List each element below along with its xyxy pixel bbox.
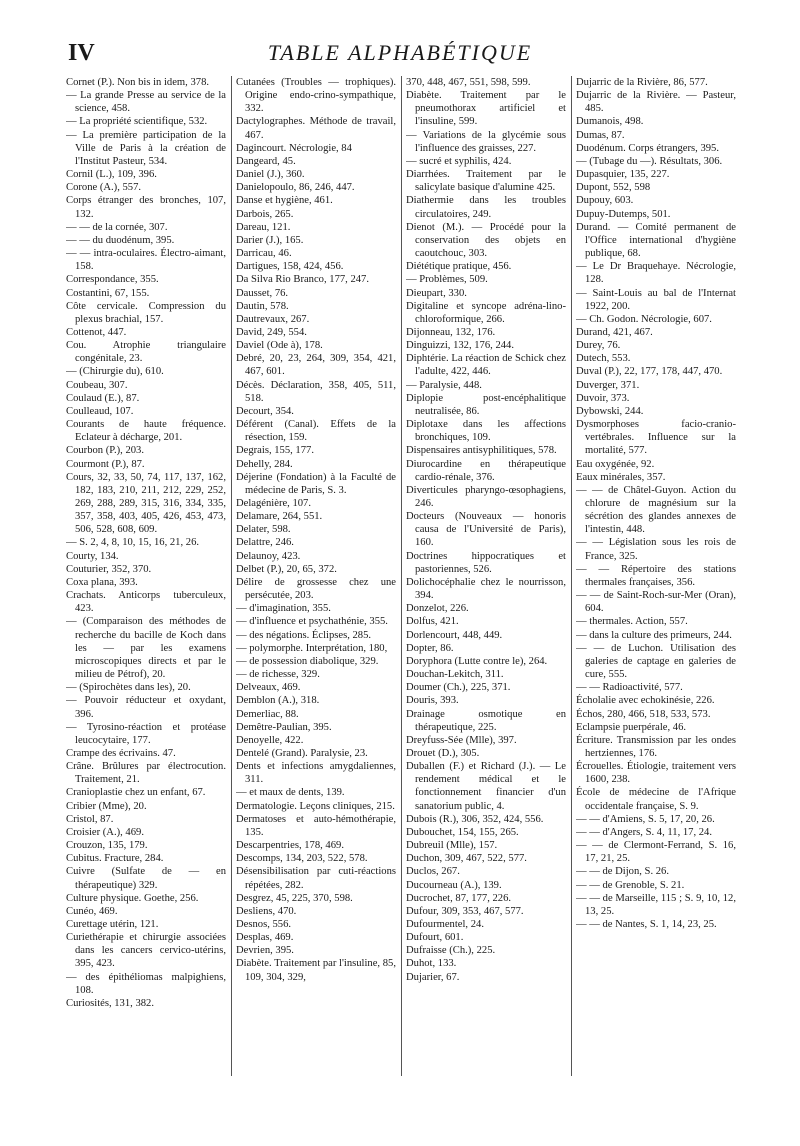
index-entry: — — Radioactivité, 577. [576,682,683,694]
column-divider [231,76,232,1076]
index-entry: — — d'Amiens, S. 5, 17, 20, 26. [576,813,715,825]
index-entry: Doctrines hippocratiques et pastoriennes, 526. [406,550,566,575]
column-divider [401,76,402,1076]
index-entry: Dienot (M.). — Procédé pour la conservation des objets en caoutchouc, 303. [406,221,566,260]
index-entry: Eaux minérales, 357. [576,471,666,483]
index-entry: Drainage osmotique en thérapeutique, 225. [406,708,566,733]
index-entry: Donzelot, 226. [406,603,469,615]
index-column-3 [406,76,566,1126]
index-entry: Délire de grossesse chez une persécutée, 203. [236,576,396,602]
index-entry: Diplopie post-encéphalitique neutralisée, 86. [406,392,566,417]
index-entry: Diabète. Traitement par l'insuline, 85, 109, 304, 329, [236,958,396,983]
index-entry: École de médecine de l'Afrique occidentale française, S. 9. [576,787,736,812]
index-entry: Cubitus. Fracture, 284. [66,853,164,865]
index-entry: — de richesse, 329. [236,669,320,681]
index-entry: Dupuy-Dutemps, 501. [576,208,671,220]
index-entry: — S. 2, 4, 8, 10, 15, 16, 21, 26. [66,537,200,549]
index-entry: — — du duodénum, 395. [66,234,175,246]
index-entry: Demblon (A.), 318. [236,695,320,707]
index-entry: Dreyfuss-Sée (Mlle), 397. [406,734,517,746]
index-entry: Corone (A.), 557. [66,182,142,194]
index-entry: Daviel (Ode à), 178. [236,340,323,352]
index-entry: Digitaline et syncope adréna-lino-chloroformique, 266. [406,300,566,325]
index-entry: Dermatoses et auto-hémothérapie, 135. [236,813,396,838]
page-header [68,40,732,72]
index-entry: Cornet (P.). Non bis in idem, 378. [66,77,210,88]
index-entry: Dufraisse (Ch.), 225. [406,945,496,957]
index-entry: Échos, 280, 466, 518, 533, 573. [576,708,711,720]
index-entry: Dentelé (Grand). Paralysie, 23. [236,747,368,759]
index-entry: Dujarric de la Rivière, 86, 577. [576,77,708,88]
index-entry: Dijonneau, 132, 176. [406,326,496,338]
index-entry: Dehelly, 284. [236,458,293,470]
index-entry: Dubreuil (Mlle), 157. [406,840,498,852]
index-entry: Cours, 32, 33, 50, 74, 117, 137, 162, 182, 183, 210, 211, 212, 229, 252, 269, 288, 289, 315, 316, 334, 335, 357, 358, 403, 405, 426, 453, 473, 506, 528, 608, 609. [66,471,226,536]
index-entry: Crâne. Brûlures par électrocution. Traitement, 21. [66,761,226,786]
index-entry: Courbon (P.), 203. [66,445,144,457]
index-entry: Danielopoulo, 86, 246, 447. [236,182,355,194]
index-entry: — de possession diabolique, 329. [236,655,379,667]
index-entry: — — Législation sous les rois de France, 325. [576,537,736,562]
index-entry: Déjerine (Fondation) à la Faculté de médecine de Paris, S. 3. [236,471,396,496]
index-entry: — — de Grenoble, S. 21. [576,879,685,891]
index-entry: Dubois (R.), 306, 352, 424, 556. [406,813,544,825]
index-entry: Dufour, 309, 353, 467, 577. [406,905,524,917]
page-title: TABLE ALPHABÉTIQUE [267,40,533,65]
index-entry: Delbet (P.), 20, 65, 372. [236,563,337,575]
index-entry: Duval (P.), 22, 177, 178, 447, 470. [576,366,723,378]
index-entry: Dumas, 87. [576,129,625,141]
index-entry: Croisier (A.), 469. [66,826,144,838]
index-entry: — (Tubage du —). Résultats, 306. [576,155,723,167]
index-entry: Dujarier, 67. [406,971,460,983]
index-entry: Dispensaires antisyphilitiques, 578. [406,445,557,457]
index-entry: Coxa plana, 393. [66,576,138,588]
index-entry: Écrouelles. Étiologie, traitement vers 1600, 238. [576,761,736,786]
index-entry: Duballen (F.) et Richard (J.). — Le rendement médical et le fonctionnement financier d'un sanatorium public, 4. [406,761,566,812]
index-entry: Dinguizzi, 132, 176, 244. [406,340,514,352]
index-entry: Dolichocéphalie chez le nourrisson, 394. [406,576,566,602]
index-entry: — — de Saint-Roch-sur-Mer (Oran), 604. [576,590,736,615]
index-entry: Duchon, 309, 467, 522, 577. [406,853,527,865]
index-entry: Crachats. Anticorps tuberculeux, 423. [66,590,226,615]
index-entry: Duverger, 371. [576,379,640,391]
index-entry: Dieupart, 330. [406,287,467,299]
index-entry: Demerliac, 88. [236,708,299,720]
index-entry: Eclampsie puerpérale, 46. [576,721,687,733]
index-entry: Courants de haute fréquence. Eclateur à décharge, 201. [66,419,226,444]
index-entry: Dermatologie. Leçons cliniques, 215. [236,800,395,812]
index-entry: Diététique pratique, 456. [406,261,512,273]
index-entry: Cristol, 87. [66,813,114,825]
index-entry: Dujarric de la Rivière. — Pasteur, 485. [576,90,736,115]
index-entry: Déférent (Canal). Effets de la résection, 159. [236,419,396,444]
index-entry: — — de Nantes, S. 1, 14, 23, 25. [576,919,717,930]
index-entry: Delveaux, 469. [236,682,301,694]
index-entry: Demêtre-Paulian, 395. [236,721,332,733]
index-entry: Duvoir, 373. [576,392,630,404]
index-entry: — — de Marseille, 115 ; S. 9, 10, 12, 13, 25. [576,892,736,917]
index-entry: — — de Châtel-Guyon. Action du chlorure de magnésium sur la sécrétion des glandes annexes de l'intestin, 448. [576,484,736,536]
index-entry: — La grande Presse au service de la science, 458. [66,90,226,115]
index-entry: Desnos, 556. [236,919,292,930]
index-entry: Drouet (D.), 305. [406,747,480,759]
index-entry: Delater, 598. [236,524,291,536]
index-entry: Dangeard, 45. [236,155,296,167]
index-entry: — Problèmes, 509. [406,274,488,286]
index-entry: Dysmorphoses facio-cranio-vertébrales. Influence sur la mortalité, 577. [576,419,736,457]
index-entry: Ducourneau (A.), 139. [406,879,502,891]
index-entry: Coubeau, 307. [66,379,128,391]
index-entry: Dorlencourt, 448, 449. [406,629,503,641]
index-entry: Couturier, 352, 370. [66,563,152,575]
index-entry: — Variations de la glycémie sous l'influence des graisses, 227. [406,129,566,154]
index-entry: Costantini, 67, 155. [66,287,150,299]
index-entry: Douchan-Lekitch, 311. [406,669,504,681]
index-entry: Cutanées (Troubles — trophiques). Origine endo-crino-sympathique, 332. [236,77,396,115]
index-entry: Decourt, 354. [236,405,294,417]
index-entry: — — Répertoire des stations thermales françaises, 356. [576,563,736,588]
index-entry: Correspondance, 355. [66,274,159,286]
index-entry: Douris, 393. [406,695,459,707]
index-entry: Da Silva Rio Branco, 177, 247. [236,274,369,286]
index-entry: Duhot, 133. [406,958,457,970]
index-entry: Côte cervicale. Compression du plexus brachial, 157. [66,300,226,325]
index-entry: Delamare, 264, 551. [236,511,323,523]
index-entry: — et maux de dents, 139. [236,787,345,799]
index-entry: Dubouchet, 154, 155, 265. [406,826,519,838]
index-entry: Dactylographes. Méthode de travail, 467. [236,116,396,141]
index-entry: Diphtérie. La réaction de Schick chez l'adulte, 422, 446. [406,353,566,378]
index-entry: Cribier (Mme), 20. [66,800,147,812]
index-entry: Dutech, 553. [576,353,631,365]
index-entry: Dolfus, 421. [406,616,459,628]
index-entry: Descomps, 134, 203, 522, 578. [236,853,368,865]
index-entry: — (Comparaison des méthodes de recherche du bacille de Koch dans les — par les examens microscopiques directs et par le milieu de Pétrof), 20. [66,616,226,681]
index-column-4 [576,76,736,1126]
index-entry: Dautin, 578. [236,300,289,312]
index-entry: Culture physique. Goethe, 256. [66,892,199,904]
index-entry: Dupouy, 603. [576,195,634,207]
index-entry: Dausset, 76. [236,287,289,299]
index-entry: Diurocardine en thérapeutique cardio-rénale, 376. [406,458,566,483]
index-entry: 370, 448, 467, 551, 598, 599. [406,77,531,88]
index-entry: David, 249, 554. [236,326,307,338]
index-entry: Cornil (L.), 109, 396. [66,169,157,181]
index-entry: Dufourt, 601. [406,932,464,944]
index-entry: Diplotaxe dans les affections bronchiques, 109. [406,419,566,444]
index-entry: Diabète. Traitement par le pneumothorax artificiel et l'insuline, 599. [406,90,566,128]
index-entry: — La première participation de la Ville de Paris à la création de l'Institut Pasteur, 534. [66,129,226,167]
index-entry: Dupasquier, 135, 227. [576,169,670,181]
index-entry: Darbois, 265. [236,208,294,220]
index-entry: Courty, 134. [66,550,119,562]
index-entry: — des négations. Éclipses, 285. [236,629,372,641]
index-entry: Durand, 421, 467. [576,326,653,338]
index-entry: Desgrez, 45, 225, 370, 598. [236,892,353,904]
index-entry: Cottenot, 447. [66,326,127,338]
index-entry: — Ch. Godon. Nécrologie, 607. [576,313,712,325]
index-entry: Écriture. Transmission par les ondes hertziennes, 176. [576,734,736,759]
index-entry: Delattre, 246. [236,537,294,549]
index-entry: Denoyelle, 422. [236,734,304,746]
index-entry: Dufourmentel, 24. [406,919,484,930]
index-entry: — d'influence et psychathénie, 355. [236,616,388,628]
index-entry: Coulleaud, 107. [66,405,134,417]
index-entry: Durey, 76. [576,340,621,352]
index-entry: — — de la cornée, 307. [66,221,168,233]
index-entry: Curiethérapie et chirurgie associées dans les cancers cervico-utérins, 395, 423. [66,932,226,970]
index-entry: Cou. Atrophie triangulaire congénitale, 23. [66,340,226,365]
index-entry: Dupont, 552, 598 [576,182,651,194]
index-entry: Durand. — Comité permanent de l'Office international d'hygiène publique, 68. [576,221,736,260]
index-entry: Docteurs (Nouveaux — honoris causa de l'Université de Paris), 160. [406,511,566,549]
index-entry: Dartigues, 158, 424, 456. [236,261,344,273]
index-entry: Dumanois, 498. [576,116,644,128]
index-entry: Desliens, 470. [236,905,297,917]
index-entry: — d'imagination, 355. [236,603,331,615]
index-entry: Desplas, 469. [236,932,294,944]
index-entry: Dautrevaux, 267. [236,313,310,325]
index-entry: Eau oxygénée, 92. [576,458,655,470]
index-entry: Danse et hygiène, 461. [236,195,333,207]
index-entry: — des épithéliomas malpighiens, 108. [66,971,226,996]
index-entry: — dans la culture des primeurs, 244. [576,629,732,641]
index-entry: Décès. Déclaration, 358, 405, 511, 518. [236,379,396,404]
index-column-1 [66,76,226,1126]
index-entry: — Le Dr Braquehaye. Nécrologie, 128. [576,261,736,286]
index-entry: Cranioplastie chez un enfant, 67. [66,787,206,799]
index-entry: — — de Dijon, S. 26. [576,866,669,878]
index-entry: Dopter, 86. [406,642,454,654]
index-entry: — — d'Angers, S. 4, 11, 17, 24. [576,826,712,838]
index-entry: — Pouvoir réducteur et oxydant, 396. [66,695,226,720]
index-entry: Dareau, 121. [236,221,291,233]
index-entry: Courmont (P.), 87. [66,458,145,470]
index-entry: — La propriété scientifique, 532. [66,116,208,128]
index-entry: Diverticules pharyngo-œsophagiens, 246. [406,484,566,509]
index-columns [66,76,736,1126]
index-entry: Debré, 20, 23, 264, 309, 354, 421, 467, 601. [236,353,396,378]
index-entry: — Paralysie, 448. [406,379,482,391]
index-entry: — — de Luchon. Utilisation des galeries de captage en galeries de cure, 555. [576,642,736,681]
index-entry: — (Chirurgie du), 610. [66,366,164,378]
index-entry: Cuivre (Sulfate de — en thérapeutique) 329. [66,866,226,891]
index-entry: Dents et infections amygdaliennes, 311. [236,761,396,786]
index-entry: Désensibilisation par cuti-réactions répétées, 282. [236,866,396,891]
index-entry: Devrien, 395. [236,945,294,957]
index-entry: Dybowski, 244. [576,405,644,417]
index-entry: Dagincourt. Nécrologie, 84 [236,142,352,154]
index-entry: Curiosités, 131, 382. [66,997,154,1009]
index-entry: Curettage utérin, 121. [66,919,159,930]
column-divider [571,76,572,1076]
index-entry: Duclos, 267. [406,866,460,878]
index-entry: — Tyrosino-réaction et protéase leucocytaire, 177. [66,721,226,746]
index-entry: Delagénière, 107. [236,498,312,509]
page-number: IV [68,40,95,66]
index-entry: Darier (J.), 165. [236,234,304,246]
index-entry: — (Spirochètes dans les), 20. [66,682,191,694]
index-entry: Daniel (J.), 360. [236,169,305,181]
index-entry: Darricau, 46. [236,248,292,260]
index-entry: Écholalie avec echokinésie, 226. [576,695,715,707]
index-entry: — — de Clermont-Ferrand, S. 16, 17, 21, 25. [576,840,736,865]
index-entry: Degrais, 155, 177. [236,445,314,457]
index-entry: Doryphora (Lutte contre le), 264. [406,655,548,667]
index-entry: — — intra-oculaires. Électro-aimant, 158. [66,248,226,273]
index-entry: Coulaud (E.), 87. [66,392,140,404]
index-entry: — sucré et syphilis, 424. [406,155,512,167]
index-entry: Diarrhées. Traitement par le salicylate basique d'alumine 425. [406,169,566,194]
index-entry: Duodénum. Corps étrangers, 395. [576,142,719,154]
index-entry: — Saint-Louis au bal de l'Internat 1922, 200. [576,287,736,312]
index-entry: — polymorphe. Interprétation, 180, [236,642,388,654]
index-column-2 [236,76,396,1126]
index-entry: Crouzon, 135, 179. [66,840,148,852]
index-entry: Descarpentries, 178, 469. [236,840,344,852]
index-entry: Cunéo, 469. [66,905,118,917]
index-entry: Doumer (Ch.), 225, 371. [406,682,511,694]
index-entry: — thermales. Action, 557. [576,616,688,628]
index-entry: Corps étranger des bronches, 107, 132. [66,195,226,220]
index-entry: Diathermie dans les troubles circulatoires, 249. [406,195,566,220]
index-entry: Crampe des écrivains. 47. [66,747,176,759]
index-entry: Ducrochet, 87, 177, 226. [406,892,512,904]
index-entry: Delaunoy, 423. [236,550,301,562]
